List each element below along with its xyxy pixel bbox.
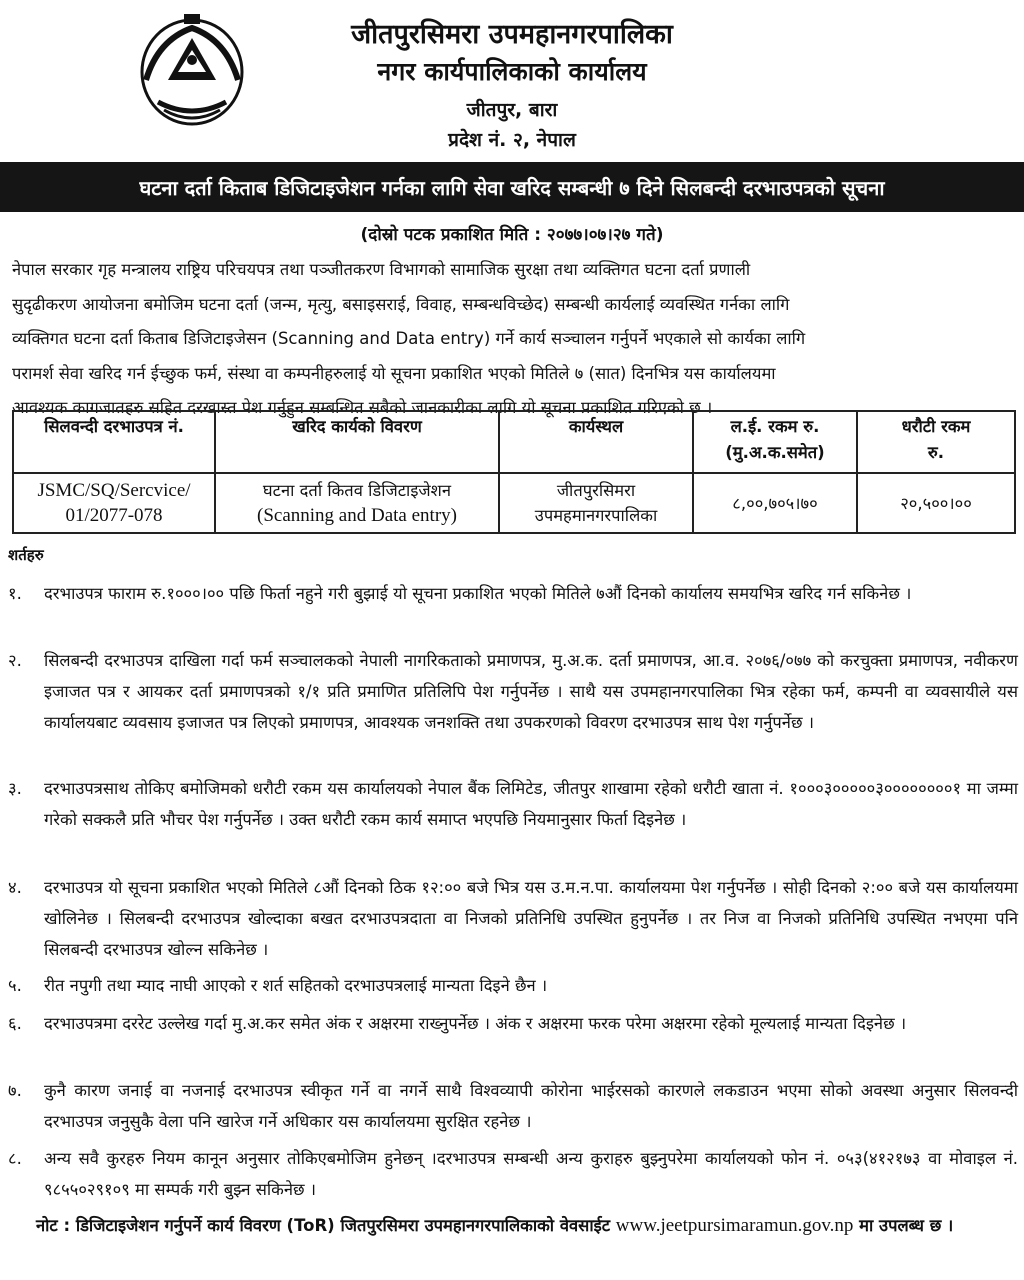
estimate-cell: ८,००,७०५।७० [693,473,857,533]
table-header-row [13,411,1015,473]
condition-text: अन्य सवै कुरहरु नियम कानून अनुसार तोकिएबमोजिम हुनेछन् ।दरभाउपत्र सम्बन्धी अन्य कुराहरु बुझ्नुपरेमा कार्यालयको फोन नं. ०५३(४१२१७३ वा मोवाइल नं. ९८५५०२९१०९ मा सम्पर्क गरी बुझ्न सकिनेछ । [44,1149,1018,1199]
deposit-header-text: धरौटी रकम रु. [901,417,971,462]
condition-item [8,578,1018,609]
condition-item [8,872,1018,965]
office-subtitle: नगर कार्यपालिकाको कार्यालय [377,57,647,86]
col-location-header: कार्यस्थल [499,411,693,473]
note-text: नोट : डिजिटाइजेशन गर्नुपर्ने कार्य विवरण (ToR) जितपुरसिमरा उपमहानगरपालिकाको वेवसाईट [36,1216,611,1235]
condition-number: ५. [8,976,22,995]
office-name: जीतपुरसिमरा उपमहानगरपालिका [351,19,673,50]
publication-date: (दोस्रो पटक प्रकाशित मिति : २०७७।०७।२७ गते) [360,225,664,245]
condition-text: रीत नपुगी तथा म्याद नाघी आएको र शर्त सहितको दरभाउपत्रलाई मान्यता दिइने छैन । [44,976,548,995]
condition-number: ६. [8,1014,22,1033]
desc-nepali: घटना दर्ता कितव डिजिटाइजेशन [262,481,452,500]
col-desc-header: खरिद कार्यको विवरण [215,411,499,473]
intro-line: परामर्श सेवा खरिद गर्न ईच्छुक फर्म, संस्था वा कम्पनीहरुलाई यो सूचना प्रकाशित भएको मितिले ७ (सात) दिनभित्र यस कार्यालयमा [12,363,776,383]
conditions-heading: शर्तहरु [8,546,44,564]
intro-line: आवश्यक कागजातहरु सहित दरखास्त पेश गर्नुहुन सम्बन्धित सबैको जानकारीका लागि यो सूचना प्रकाशित गरिएको छ । [12,398,713,417]
condition-text: सिलबन्दी दरभाउपत्र दाखिला गर्दा फर्म सञ्चालकको नेपाली नागरिकताको प्रमाणपत्र, मु.अ.क. दर्ता प्रमाणपत्र, आ.व. २०७६/०७७ को करचुक्ता प्रमाणपत्र, नवीकरण इजाजत पत्र र आयकर दर्ता प्रमाणपत्रको १/१ प्रति प्रमाणित प्रतिलिपि पेश गर्नुपर्नेछ । साथै यस उपमहानगरपालिका भित्र रहेका फर्म, कम्पनी वा व्यवसायीले यस कार्यालयबाट व्यवसाय इजाजत पत्र लिएको प्रमाणपत्र, आवश्यक जनशक्ति तथा उपकरणको विवरण दरभाउपत्र साथ पेश गर्नुपर्नेछ । [44,651,1018,732]
intro-paragraph [12,253,1014,426]
condition-number: ३. [8,779,22,798]
deposit-cell: २०,५००।०० [857,473,1015,533]
estimate-header-text: ल.ई. रकम रु. (मु.अ.क.समेत) [725,417,825,462]
col-deposit-header [857,411,1015,473]
note-tail: मा उपलब्ध छ । [859,1216,954,1235]
condition-number: ४. [8,878,22,897]
condition-item [8,773,1018,835]
condition-item [8,1143,1018,1205]
col-ref-header: सिलवन्दी दरभाउपत्र नं. [13,411,215,473]
table-row [13,473,1015,533]
condition-item [8,1008,1018,1039]
condition-text: दरभाउपत्र यो सूचना प्रकाशित भएको मितिले ८औं दिनको ठिक १२:०० बजे भित्र यस उ.म.न.पा. कार्यालयमा पेश गर्नुपर्नेछ । सोही दिनको २:०० बजे यस कार्यालयमा खोलिनेछ । सिलबन्दी दरभाउपत्र खोल्दाका बखत दरभाउपत्रदाता वा निजको प्रतिनिधि उपस्थित हुनुपर्नेछ । तर निज वा निजको प्रतिनिधि उपस्थित नभएमा पनि सिलबन्दी दरभाउपत्र खोल्न सकिनेछ । [44,878,1018,959]
condition-text: कुनै कारण जनाई वा नजनाई दरभाउपत्र स्वीकृत गर्ने वा नगर्ने साथै विश्वव्यापी कोरोना भाईरसको कारणले लकडाउन भएमा सोको अवस्था अनुसार सिलवन्दी दरभाउपत्र जनुसुकै वेला पनि खारेज गर्ने अधिकार यस कार्यालयमा सुरक्षित रहनेछ । [44,1081,1018,1131]
intro-line: नेपाल सरकार गृह मन्त्रालय राष्ट्रिय परिचयपत्र तथा पञ्जीतकरण विभागको सामाजिक सुरक्षा तथा व्यक्तिगत घटना दर्ता प्रणाली [12,260,751,279]
condition-number: १. [8,584,22,603]
ref-number: JSMC/SQ/Sercvice/ 01/2077-078 [37,480,191,526]
condition-number: ७. [8,1081,22,1100]
condition-text: दरभाउपत्रमा दररेट उल्लेख गर्दा मु.अ.कर समेत अंक र अक्षरमा राख्नुपर्नेछ । अंक र अक्षरमा फरक परेमा अक्षरमा रहेको मूल्यलाई मान्यता दिइनेछ । [44,1014,907,1033]
office-location: जीतपुर, बारा [466,99,558,121]
condition-text: दरभाउपत्रसाथ तोकिए बमोजिमको धरौटी रकम यस कार्यालयको नेपाल बैंक लिमिटेड, जीतपुर शाखामा रहेको धरौटी खाता नं. १०००३०००००३००००००००१ मा जम्मा गरेको सक्कलै प्रति भौचर पेश गर्नुपर्नेछ । उक्त धरौटी रकम कार्य समाप्त भएपछि नियमानुसार फिर्ता दिइनेछ । [44,779,1018,829]
condition-item [8,645,1018,738]
condition-item [8,970,1018,1001]
condition-number: ८. [8,1149,22,1168]
office-province: प्रदेश नं. २, नेपाल [448,129,576,151]
desc-cell [215,473,499,533]
intro-line: व्यक्तिगत घटना दर्ता किताब डिजिटाइजेसन (Scanning and Data entry) गर्ने कार्य सञ्चालन गर्नुपर्ने भएकाले सो कार्यका लागि [12,329,806,348]
location-text: जीतपुरसिमरा उपमहमानगरपालिका [534,481,658,525]
ref-cell [13,473,215,533]
col-estimate-header [693,411,857,473]
location-cell [499,473,693,533]
condition-item [8,1075,1018,1137]
intro-line: सुदृढीकरण आयोजना बमोजिम घटना दर्ता (जन्म, मृत्यु, बसाइसराई, विवाह, सम्बन्धविच्छेद) सम्बन्धी कार्यलाई व्यवस्थित गर्नका लागि [12,294,790,314]
tender-table [12,410,1016,534]
condition-text: दरभाउपत्र फाराम रु.१०००।०० पछि फिर्ता नहुने गरी बुझाई यो सूचना प्रकाशित भएको मितिले ७औं दिनको कार्यालय समयभित्र खरिद गर्न सकिनेछ । [44,584,912,603]
letterhead [0,0,1024,160]
condition-number: २. [8,651,22,670]
desc-english: (Scanning and Data entry) [257,505,457,526]
website-link[interactable]: www.jeetpursimaramun.gov.np [615,1215,854,1236]
notice-title-banner: घटना दर्ता किताब डिजिटाइजेशन गर्नका लागि सेवा खरिद सम्बन्धी ७ दिने सिलबन्दी दरभाउपत्रको सूचना [0,162,1024,212]
footer-note [36,1210,1016,1241]
